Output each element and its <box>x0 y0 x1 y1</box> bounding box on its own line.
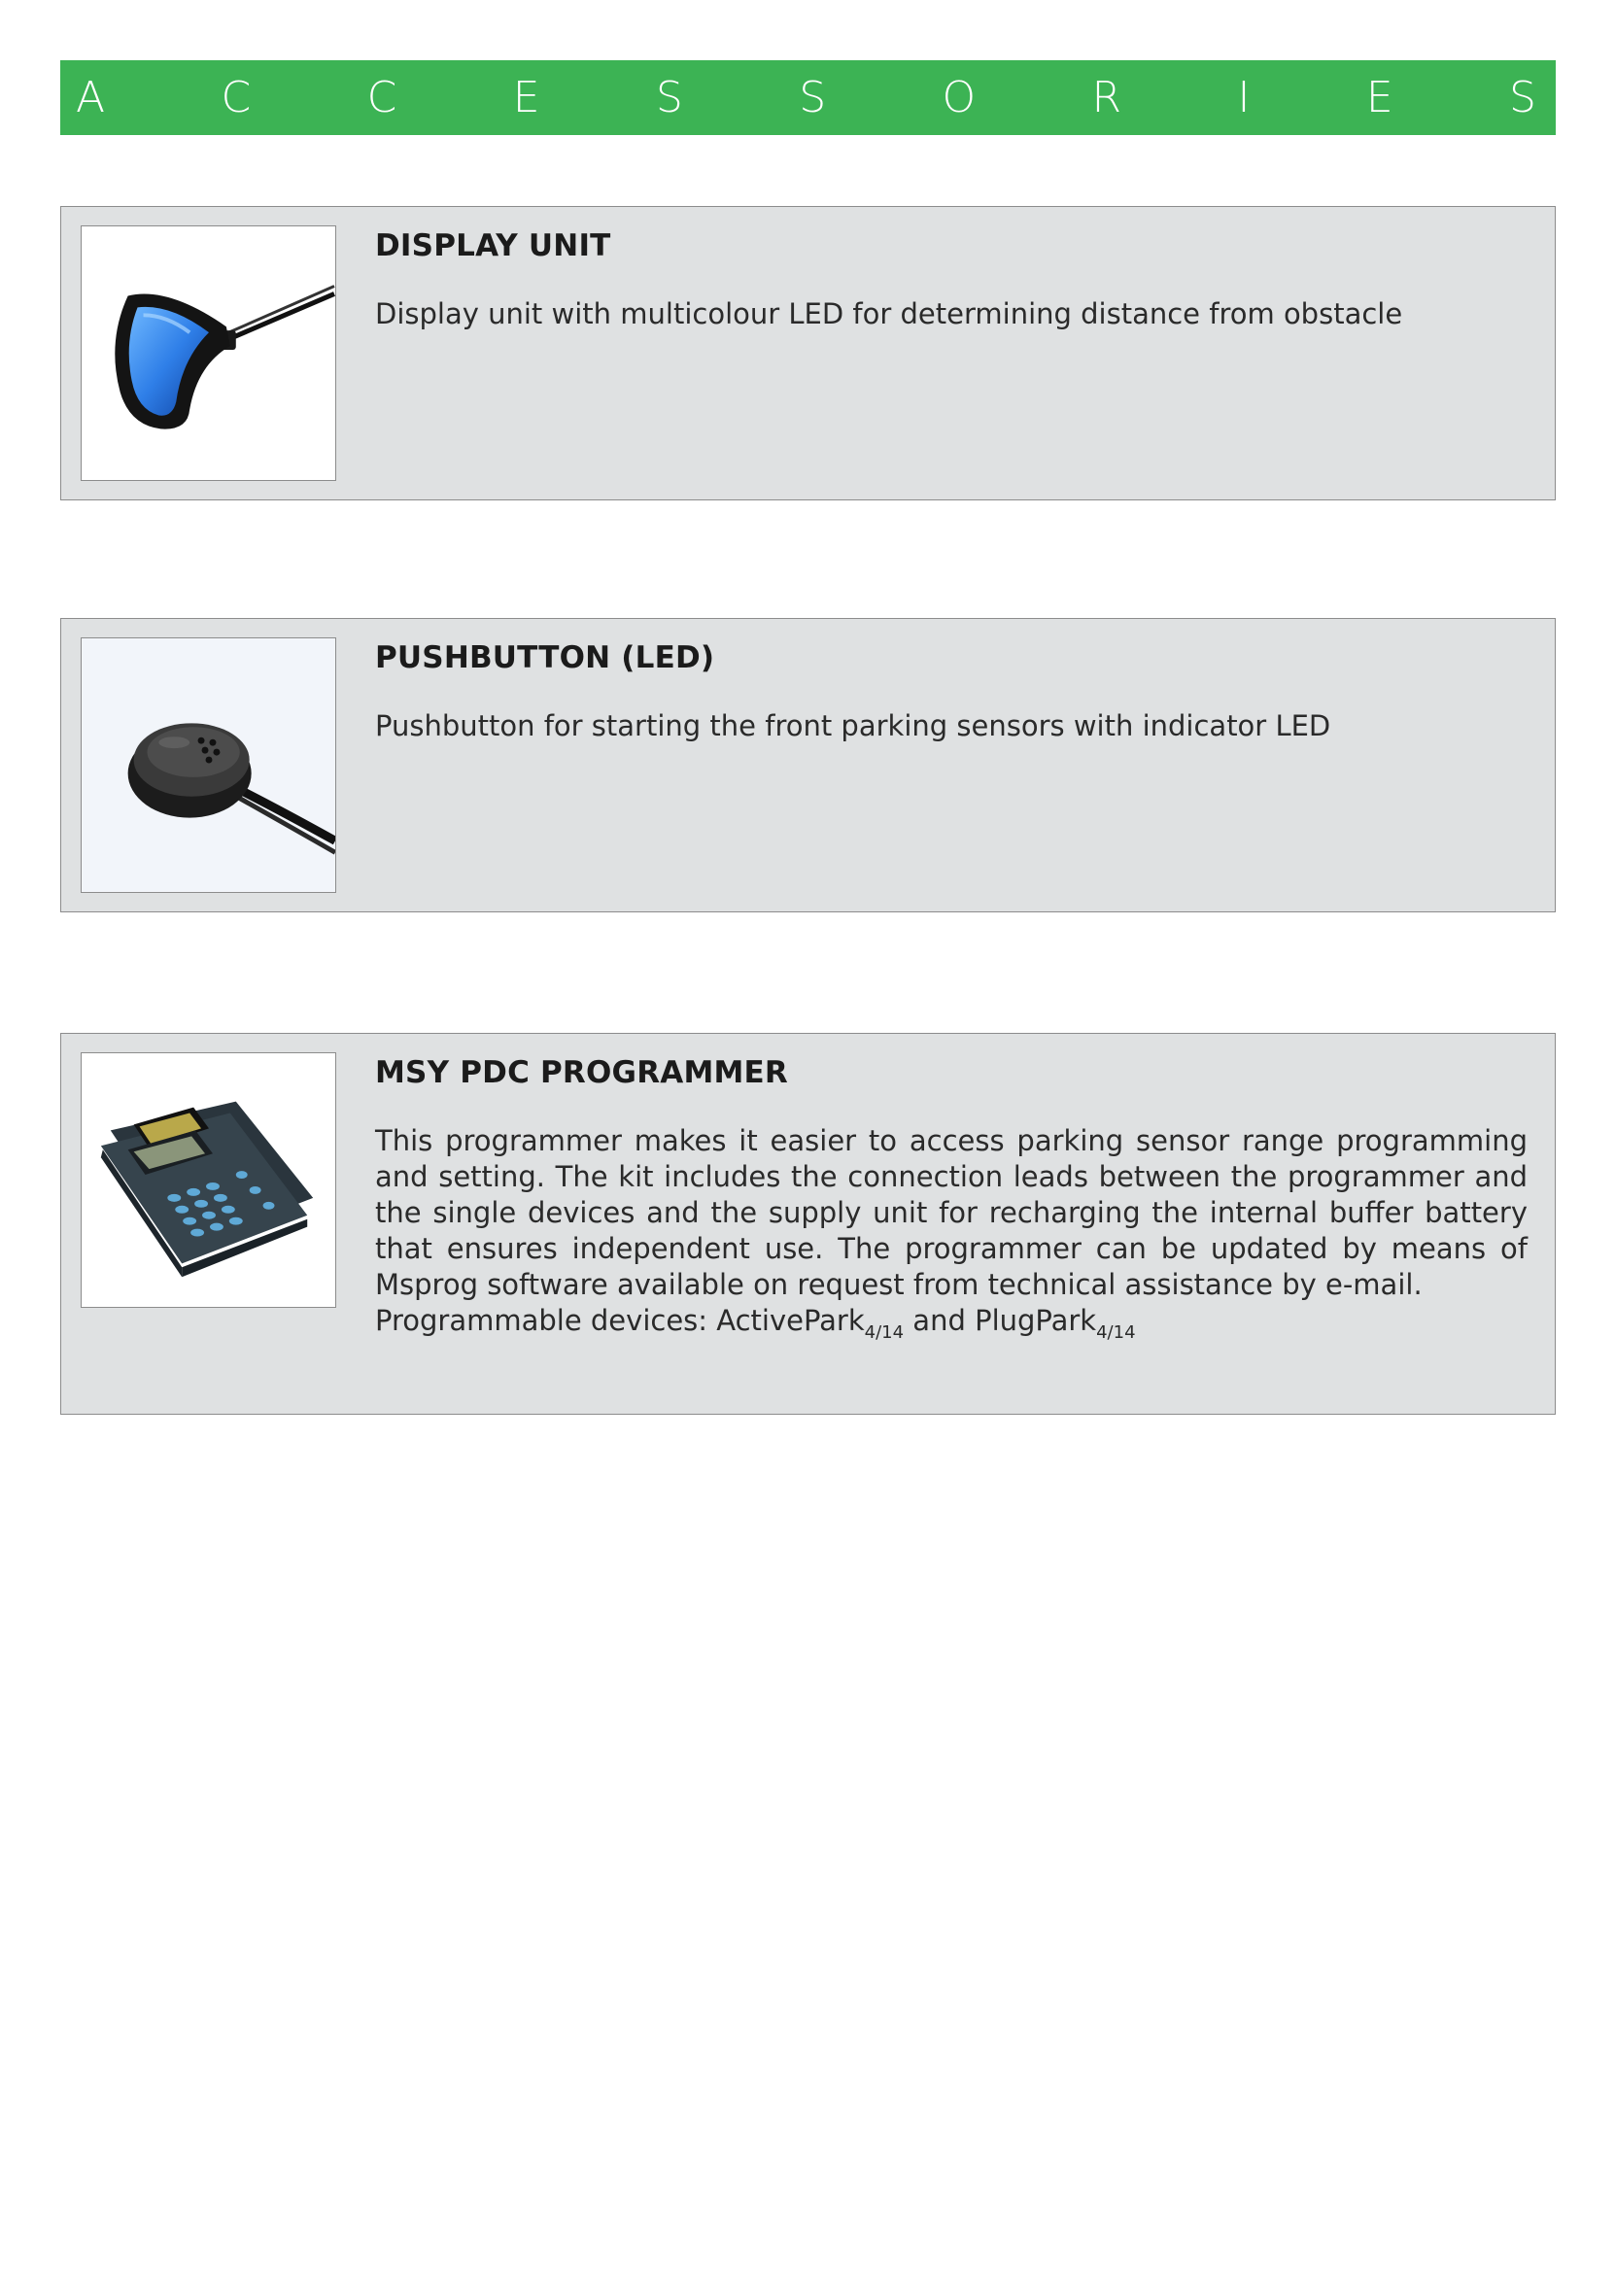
header-letter: C <box>366 72 397 122</box>
devices-joiner: and <box>904 1304 976 1337</box>
card-description-text: This programmer makes it easier to access parking sensor range programming and setting. The kit includes the connection leads between the programmer and the single devices and the supply unit for recharging the internal buffer battery that ensures independent use. The programmer can be updated by means of Msprog software available on request from technical assistance by e-mail. <box>375 1124 1528 1301</box>
accessory-card-pushbutton <box>60 618 1556 912</box>
header-letter: E <box>1365 72 1393 122</box>
card-description <box>375 708 1528 744</box>
header-letter: S <box>799 72 827 122</box>
header-letter: E <box>512 72 540 122</box>
display-unit-icon <box>82 226 335 480</box>
header-letter: A <box>76 72 106 122</box>
device-version: 4/14 <box>864 1322 905 1343</box>
device-name: ActivePark <box>716 1304 865 1337</box>
header-letter: S <box>1509 72 1536 122</box>
programmer-icon <box>82 1053 335 1307</box>
header-letter: C <box>221 72 252 122</box>
accessory-card-programmer <box>60 1033 1556 1415</box>
section-header-bar <box>60 60 1556 135</box>
programmable-devices <box>375 1303 1528 1343</box>
programmer-image <box>81 1052 336 1308</box>
header-letter: R <box>1091 72 1122 122</box>
device-version: 4/14 <box>1096 1322 1136 1343</box>
accessory-card-display-unit <box>60 206 1556 500</box>
device-name: PlugPark <box>975 1304 1097 1337</box>
card-title: DISPLAY UNIT <box>375 228 611 263</box>
card-description <box>375 1123 1528 1343</box>
pushbutton-icon <box>82 638 335 892</box>
card-description-text: Display unit with multicolour LED for determining distance from obstacle <box>375 297 1403 330</box>
card-title: MSY PDC PROGRAMMER <box>375 1055 789 1090</box>
header-letter: O <box>942 72 977 122</box>
header-letter: S <box>655 72 683 122</box>
devices-prefix: Programmable devices: <box>375 1304 717 1337</box>
display-unit-image <box>81 225 336 481</box>
card-description <box>375 296 1528 332</box>
header-letter: I <box>1237 72 1251 122</box>
card-title: PUSHBUTTON (LED) <box>375 640 715 675</box>
card-description-text: Pushbutton for starting the front parking sensors with indicator LED <box>375 709 1331 742</box>
pushbutton-image <box>81 637 336 893</box>
